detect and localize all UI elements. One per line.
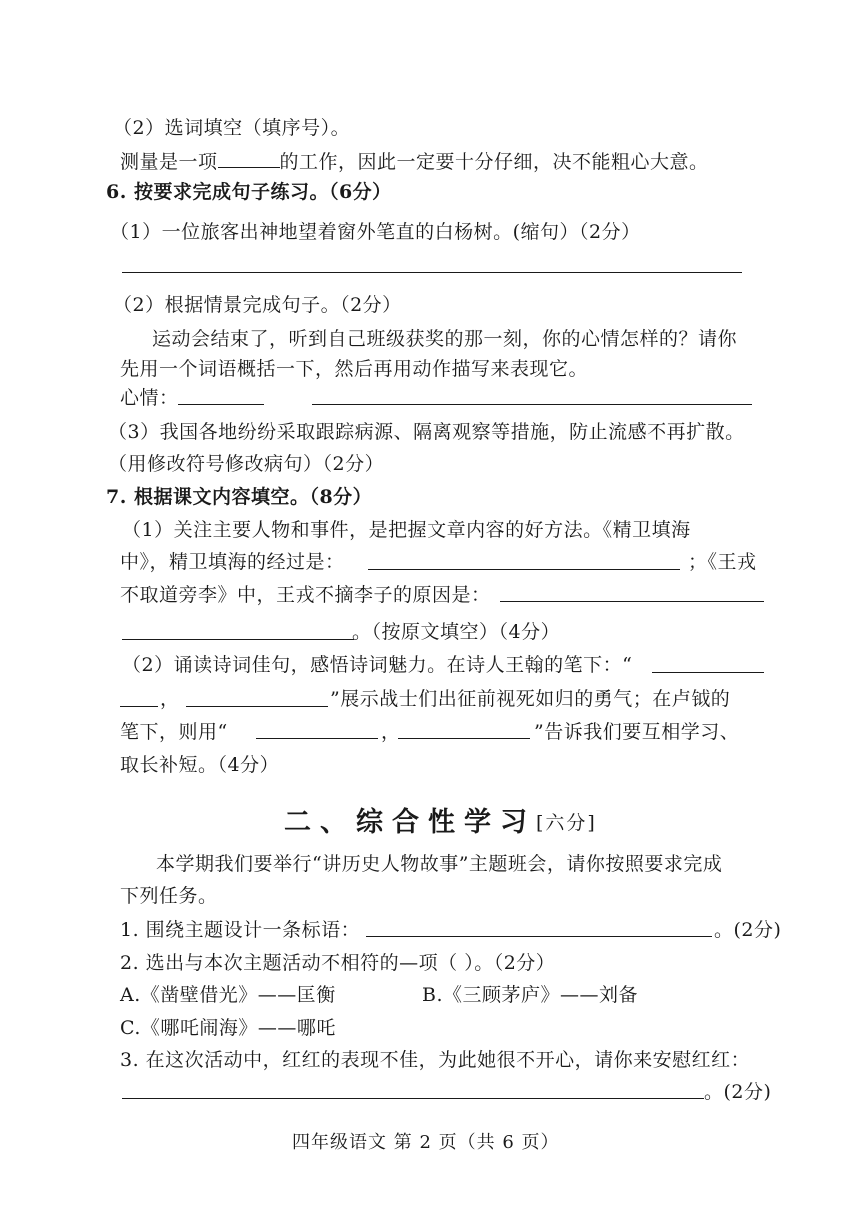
task1-score: 。(2分) — [714, 919, 782, 941]
q5-2-before: 测量是一项 — [120, 151, 218, 173]
q7-2-line3a: 笔下，则用“ — [120, 721, 228, 743]
q6-1-text: （1）一位旅客出神地望着窗外笔直的白杨树。(缩句）（2分） — [110, 221, 641, 243]
q6-2-action-blank[interactable] — [312, 404, 752, 405]
task3-answer-line[interactable] — [122, 1098, 704, 1099]
q7-2-blank-1a[interactable] — [652, 672, 764, 673]
q6-2-line2: 先用一个词语概括一下，然后再用动作描写来表现它。 — [120, 358, 589, 380]
q6-1-answer-line[interactable] — [122, 272, 742, 273]
q7-1-blank-reason-a[interactable] — [500, 601, 764, 602]
q6-2-title: （2）根据情景完成句子。（2分） — [113, 294, 402, 316]
q7-2-line4: 取长补短。（4分） — [120, 754, 280, 776]
q7-1-line1: （1）关注主要人物和事件，是把握文章内容的好方法。《精卫填海 — [122, 519, 691, 541]
q7-title: 7. 根据课文内容填空。（8分） — [106, 486, 373, 508]
q7-1-blank-reason-b[interactable] — [122, 639, 354, 640]
task2-text: 2. 选出与本次主题活动不相符的—项（ ）。（2分） — [120, 952, 556, 974]
q6-3-line1: （3）我国各地纷纷采取跟踪病源、隔离观察等措施，防止流感不再扩散。 — [108, 421, 745, 443]
q6-2-mood-label: 心情： — [120, 387, 179, 409]
task1-text: 1. 围绕主题设计一条标语： — [120, 919, 361, 941]
q7-2-comma1: ， — [160, 688, 180, 710]
q5-2-after: 的工作，因此一定要十分仔细，决不能粗心大意。 — [279, 151, 709, 173]
intro-line1: 本学期我们要举行“讲历史人物故事”主题班会，请你按照要求完成 — [156, 853, 723, 875]
intro-line2: 下列任务。 — [120, 885, 218, 907]
q7-1-line2a: 中》，精卫填海的经过是： — [120, 551, 345, 573]
option-a[interactable]: A.《凿壁借光》——匡衡 — [120, 984, 336, 1006]
page-footer: 四年级语文 第 2 页（共 6 页） — [292, 1132, 560, 1153]
q7-1-line2b: ；《王戎 — [688, 551, 757, 573]
section-heading: 二、综合性学习 — [284, 807, 536, 838]
q7-2-line1: （2）诵读诗词佳句，感悟诗词魅力。在诗人王翰的笔下：“ — [122, 654, 633, 676]
task1-slogan-blank[interactable] — [366, 936, 712, 937]
task3-text: 3. 在这次活动中，红红的表现不佳，为此她很不开心，请你来安慰红红： — [120, 1049, 751, 1071]
q7-2-blank-4[interactable] — [398, 738, 530, 739]
option-b[interactable]: B.《三顾茅庐》——刘备 — [422, 984, 639, 1006]
q5-2-title: （2）选词填空（填序号）。 — [113, 117, 351, 139]
q5-2-blank[interactable] — [218, 149, 280, 168]
q6-3-line2: （用修改符号修改病句）（2分） — [108, 453, 385, 475]
section-score: [六分] — [536, 812, 597, 834]
q7-2-comma2: ， — [381, 721, 401, 743]
q5-2-sentence — [120, 149, 709, 174]
q7-1-blank-process[interactable] — [368, 569, 680, 570]
q7-2-line3c: ”告诉我们要互相学习、 — [534, 721, 740, 743]
q6-2-line1: 运动会结束了，听到自己班级获奖的那一刻，你的心情怎样的？请你 — [152, 328, 738, 350]
q6-title: 6. 按要求完成句子练习。（6分） — [106, 181, 392, 203]
q6-2-mood-blank[interactable] — [178, 404, 264, 405]
q7-2-blank-3[interactable] — [256, 738, 378, 739]
q7-2-blank-2[interactable] — [186, 706, 328, 707]
q7-1-line4: 。（按原文填空）（4分） — [352, 621, 561, 643]
task3-score: 。(2分) — [704, 1081, 772, 1103]
q7-2-blank-1b[interactable] — [120, 706, 158, 707]
q7-1-line3: 不取道旁李》中，王戎不摘李子的原因是： — [120, 584, 491, 606]
q7-2-line2b: ”展示战士们出征前视死如归的勇气；在卢钺的 — [330, 688, 731, 710]
option-c[interactable]: C.《哪吒闹海》——哪吒 — [120, 1017, 336, 1039]
